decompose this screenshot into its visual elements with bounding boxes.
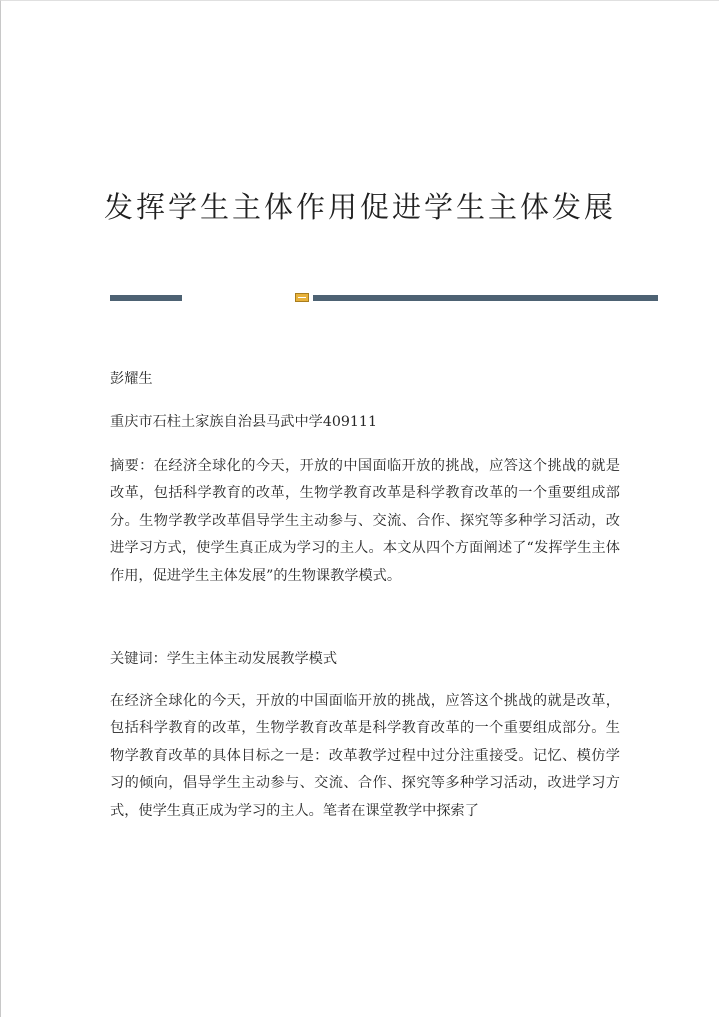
- divider-bar-left: [110, 295, 182, 301]
- author-affiliation: 重庆市石柱土家族自治县马武中学409111: [110, 414, 377, 430]
- body-paragraph: 在经济全球化的今天，开放的中国面临开放的挑战，应答这个挑战的就是改革，包括科学教育的改革，生物学教育改革是科学教育改革的一个重要组成部分。生物学教育改革的具体目标之一是：改革教学过程中过分注重接受。记忆、模仿学习的倾向，倡导学生主动参与、交流、合作、探究等多种学习活动，改进学习方式，使学生真正成为学习的主人。笔者在课堂教学中探索了: [110, 693, 620, 819]
- abstract-paragraph: 摘要：在经济全球化的今天，开放的中国面临开放的挑战，应答这个挑战的就是改革，包括科学教育的改革，生物学教育改革是科学教育改革的一个重要组成部分。生物学教学改革倡导学生主动参与、交流、合作、探究等多种学习活动，改进学习方式，使学生真正成为学习的主人。本文从四个方面阐述了“发挥学生主体作用，促进学生主体发展”的生物课教学模式。: [110, 458, 620, 584]
- page-title: 发挥学生主体作用促进学生主体发展: [103, 190, 616, 225]
- title-divider: [110, 293, 658, 301]
- divider-bar-right: [313, 295, 658, 301]
- book-ornament-icon: [295, 293, 309, 302]
- keywords-line: 关键词：学生主体主动发展教学模式: [110, 651, 338, 667]
- author-name: 彭耀生: [110, 371, 153, 387]
